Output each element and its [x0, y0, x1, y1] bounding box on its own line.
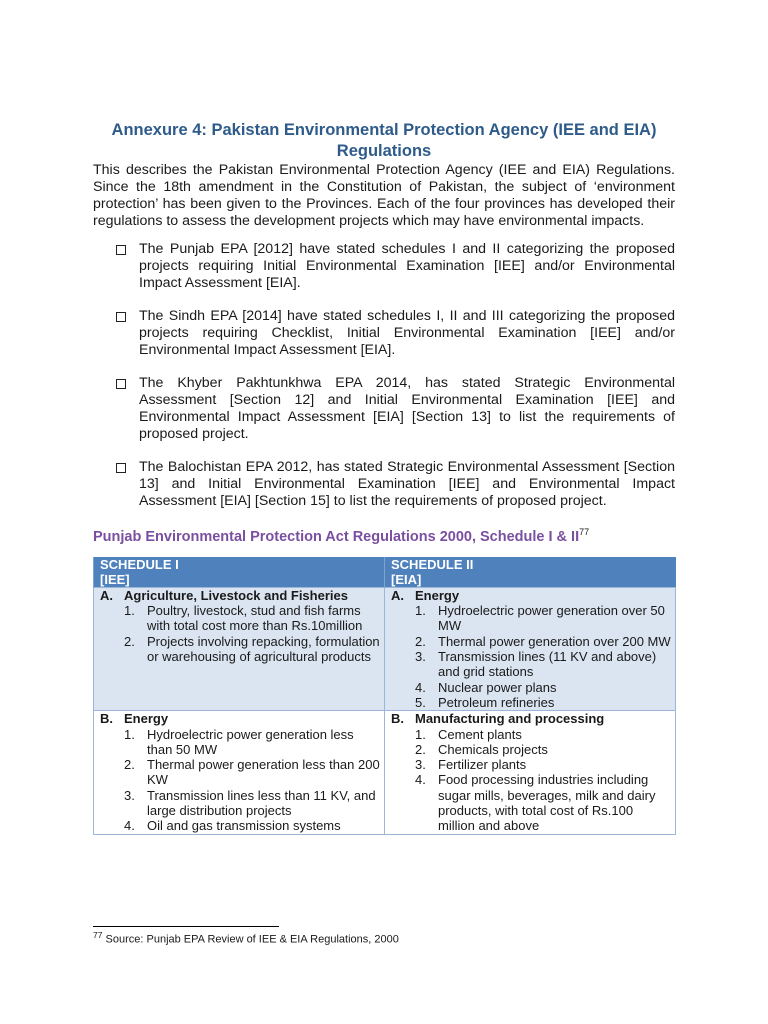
table-cell [385, 587, 676, 710]
list-item: 4. Oil and gas transmission systems [124, 818, 341, 834]
checkbox-bullet-icon [116, 379, 126, 389]
table-cell [94, 587, 385, 710]
list-item: 1. Hydroelectric power generation over 50 MW [415, 603, 665, 634]
intro-paragraph: This describes the Pakistan Environmental Protection Agency (IEE and EIA) Regulations. Since the 18th amendment in the Constitution of Pakistan, the subject of ‘environment protection’ has been given to the Provinces. Each of the four provinces has developed their regulations to assess the development projects which may have environmental impacts. [93, 162, 675, 229]
schedule-1-header: SCHEDULE I [IEE] [94, 557, 385, 588]
footnote-divider [93, 926, 279, 927]
schedule-2-header: SCHEDULE II [EIA] [385, 557, 676, 588]
checkbox-bullet-icon [116, 463, 126, 473]
list-item: 1. Poultry, livestock, stud and fish farms with total cost more than Rs.10million [124, 603, 363, 634]
table-cell [385, 711, 676, 834]
item-list [100, 727, 382, 834]
table-row [94, 711, 676, 834]
list-item: 2. Thermal power generation over 200 MW [415, 633, 671, 649]
list-item: 1. Cement plants [415, 726, 522, 742]
list-item: 3. Transmission lines (11 KV and above) and grid stations [415, 649, 657, 680]
table-row [94, 587, 676, 710]
section-heading: A. Energy [391, 587, 460, 603]
list-item: The Balochistan EPA 2012, has stated Strategic Environmental Assessment [Section 13] and Initial Environmental Examination [IEE] and Environmental Impact Assessment [EIA] [Section 15] to list the requirements of proposed project. [93, 459, 675, 510]
list-item: 1. Hydroelectric power generation less than 50 MW [124, 726, 354, 757]
item-list [391, 603, 673, 710]
footnote-reference[interactable]: 77 [579, 527, 590, 537]
table-cell [94, 711, 385, 834]
list-item: The Sindh EPA [2014] have stated schedules I, II and III categorizing the proposed projects requiring Checklist, Initial Environmental Examination [IEE] and/or Environmental Impact Assessment [EIA]. [93, 308, 675, 359]
list-item: 2. Thermal power generation less than 200 KW [124, 757, 380, 788]
list-item: 2. Projects involving repacking, formulation or warehousing of agricultural products [124, 633, 380, 665]
page-title: Annexure 4: Pakistan Environmental Protection Agency (IEE and EIA) Regulations [111, 121, 657, 160]
schedule-table [93, 557, 676, 835]
list-item: 5. Petroleum refineries [415, 694, 555, 710]
item-list [391, 727, 673, 834]
table-title: Punjab Environmental Protection Act Regulations 2000, Schedule I & II$^{77}$ [93, 527, 590, 545]
footnote: $^{77}$ Source: Punjab EPA Review of IEE & EIA Regulations, 2000 [93, 930, 399, 946]
list-item: The Punjab EPA [2012] have stated schedules I and II categorizing the proposed projects requiring Initial Environmental Examination [IEE] and/or Environmental Impact Assessment [EIA]. [93, 241, 675, 292]
checkbox-bullet-icon [116, 312, 126, 322]
section-heading: B. Manufacturing and processing [391, 711, 605, 727]
table-header-row [94, 557, 676, 588]
list-item: 4. Food processing industries including sugar mills, beverages, milk and dairy products, with total cost of Rs.100 million and above [415, 772, 656, 834]
list-item: 3. Transmission lines less than 11 KV, and large distribution projects [124, 787, 376, 818]
list-item: The Khyber Pakhtunkhwa EPA 2014, has stated Strategic Environmental Assessment [Section 12] and Initial Environmental Examination [IEE] and Environmental Impact Assessment [EIA] [Section 13] to list the requirements of proposed project. [93, 375, 675, 443]
bullet-list [93, 241, 675, 510]
section-heading: A. Agriculture, Livestock and Fisheries [100, 587, 348, 603]
document-page [93, 120, 675, 835]
checkbox-bullet-icon [116, 245, 126, 255]
item-list [100, 603, 382, 664]
list-item: 2. Chemicals projects [415, 741, 548, 757]
list-item: 4. Nuclear power plans [415, 679, 557, 695]
list-item: 3. Fertilizer plants [415, 757, 527, 773]
section-heading: B. Energy [100, 711, 169, 727]
